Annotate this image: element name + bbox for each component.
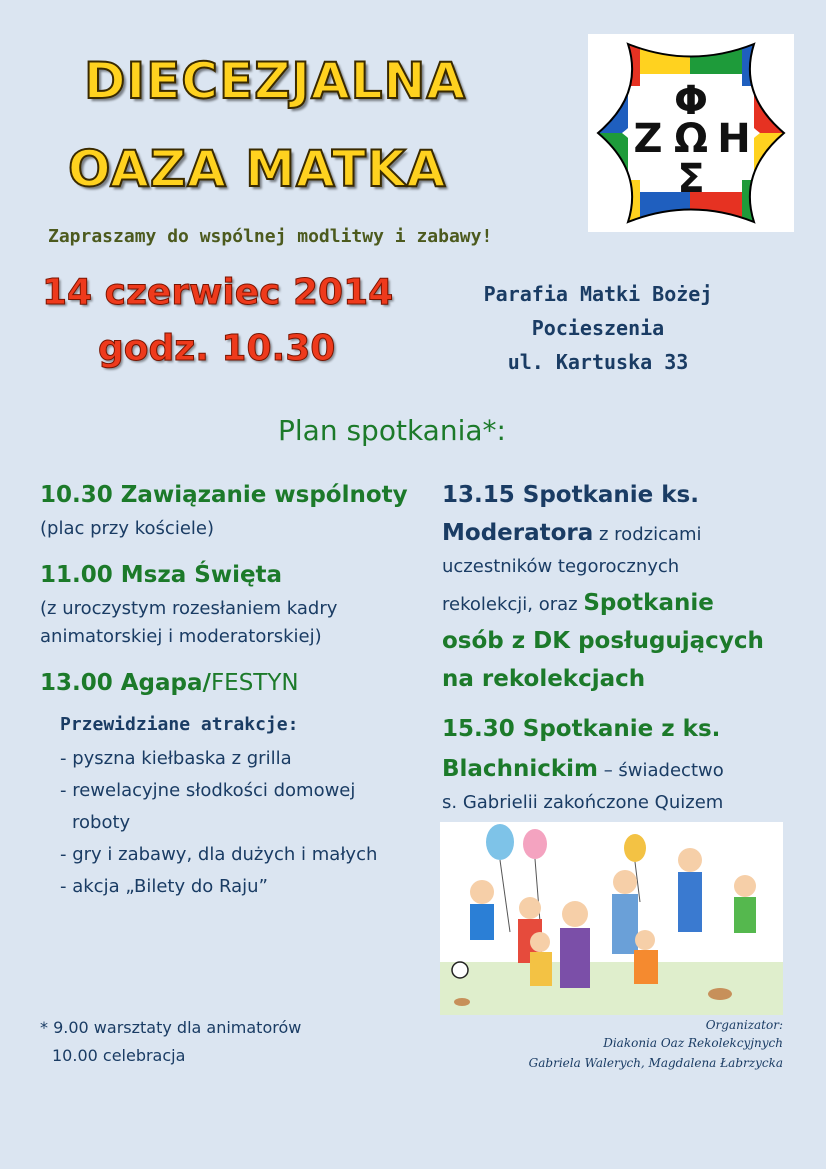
- schedule-item-1-title: 10.30 Zawiązanie wspólnoty: [40, 482, 408, 508]
- oaza-logo: [588, 34, 794, 232]
- organizer-label: Organizator:: [705, 1018, 783, 1032]
- event-time: godz. 10.30: [98, 328, 336, 369]
- venue-line-1: Parafia Matki Bożej: [483, 282, 713, 306]
- attraction-item: - gry i zabawy, dla dużych i małych: [60, 844, 378, 865]
- schedule-item-2-title: 11.00 Msza Święta: [40, 562, 283, 588]
- footnote-line-2: 10.00 celebracja: [52, 1046, 186, 1065]
- blachnicki-highlight: Blachnickim: [442, 756, 598, 782]
- attraction-item: - pyszna kiełbaska z grilla: [60, 748, 292, 769]
- schedule-item-5-line-1: 15.30 Spotkanie z ks.: [442, 716, 721, 742]
- venue-line-3: ul. Kartuska 33: [507, 350, 689, 374]
- attraction-item: roboty: [72, 812, 131, 833]
- attraction-item: - akcja „Bilety do Raju”: [60, 876, 268, 897]
- logo-letter-eta: Η: [717, 116, 751, 162]
- schedule-item-5-line-2: [442, 756, 724, 782]
- schedule-item-4-text: z rodzicami: [593, 524, 702, 545]
- schedule-item-1-note: (plac przy kościele): [40, 518, 214, 539]
- event-date: 14 czerwiec 2014: [42, 272, 394, 313]
- moderator-highlight: Moderatora: [442, 520, 594, 546]
- logo-letter-sigma: Σ: [677, 156, 705, 202]
- schedule-item-5-text: – świadectwo: [597, 760, 724, 781]
- spotkanie-highlight: Spotkanie: [583, 590, 714, 616]
- tagline: Zapraszamy do wspólnej modlitwy i zabawy!: [48, 226, 493, 247]
- festyn-highlight: FESTYN: [210, 670, 299, 696]
- schedule-item-4-line-6: na rekolekcjach: [442, 666, 646, 692]
- schedule-item-4-text: rekolekcji, oraz: [442, 594, 584, 615]
- organizer-line-2: Gabriela Walerych, Magdalena Łabrzycka: [528, 1056, 783, 1070]
- organizer-line-1: Diakonia Oaz Rekolekcyjnych: [603, 1036, 783, 1050]
- schedule-item-2-note-1: (z uroczystym rozesłaniem kadry: [40, 598, 338, 619]
- schedule-item-4-line-5: osób z DK posługujących: [442, 628, 764, 654]
- schedule-item-4-line-3: uczestników tegorocznych: [442, 556, 680, 577]
- children-illustration: [440, 822, 783, 1015]
- logo-letter-omega: Ω: [673, 116, 709, 162]
- plan-heading: Plan spotkania*:: [278, 414, 506, 447]
- schedule-item-5-line-3: s. Gabrielii zakończone Quizem: [442, 792, 724, 813]
- schedule-item-4-line-4: [442, 590, 714, 616]
- title-line-2: OAZA MATKA: [68, 140, 447, 198]
- schedule-item-4-line-2: [442, 520, 702, 546]
- title-line-1: DIECEZJALNA: [84, 52, 467, 110]
- footnote-line-1: * 9.00 warsztaty dla animatorów: [40, 1018, 302, 1037]
- logo-letter-zeta: Ζ: [633, 116, 663, 162]
- schedule-item-4-line-1: 13.15 Spotkanie ks.: [442, 482, 699, 508]
- schedule-item-3-time: 13.00 Agapa/: [40, 670, 211, 696]
- schedule-item-2-note-2: animatorskiej i moderatorskiej): [40, 626, 322, 647]
- attractions-heading: Przewidziane atrakcje:: [60, 714, 299, 735]
- venue-line-2: Pocieszenia: [531, 316, 665, 340]
- schedule-item-3-title: [40, 670, 299, 696]
- attraction-item: - rewelacyjne słodkości domowej: [60, 780, 356, 801]
- logo-letter-phi: Φ: [673, 78, 709, 124]
